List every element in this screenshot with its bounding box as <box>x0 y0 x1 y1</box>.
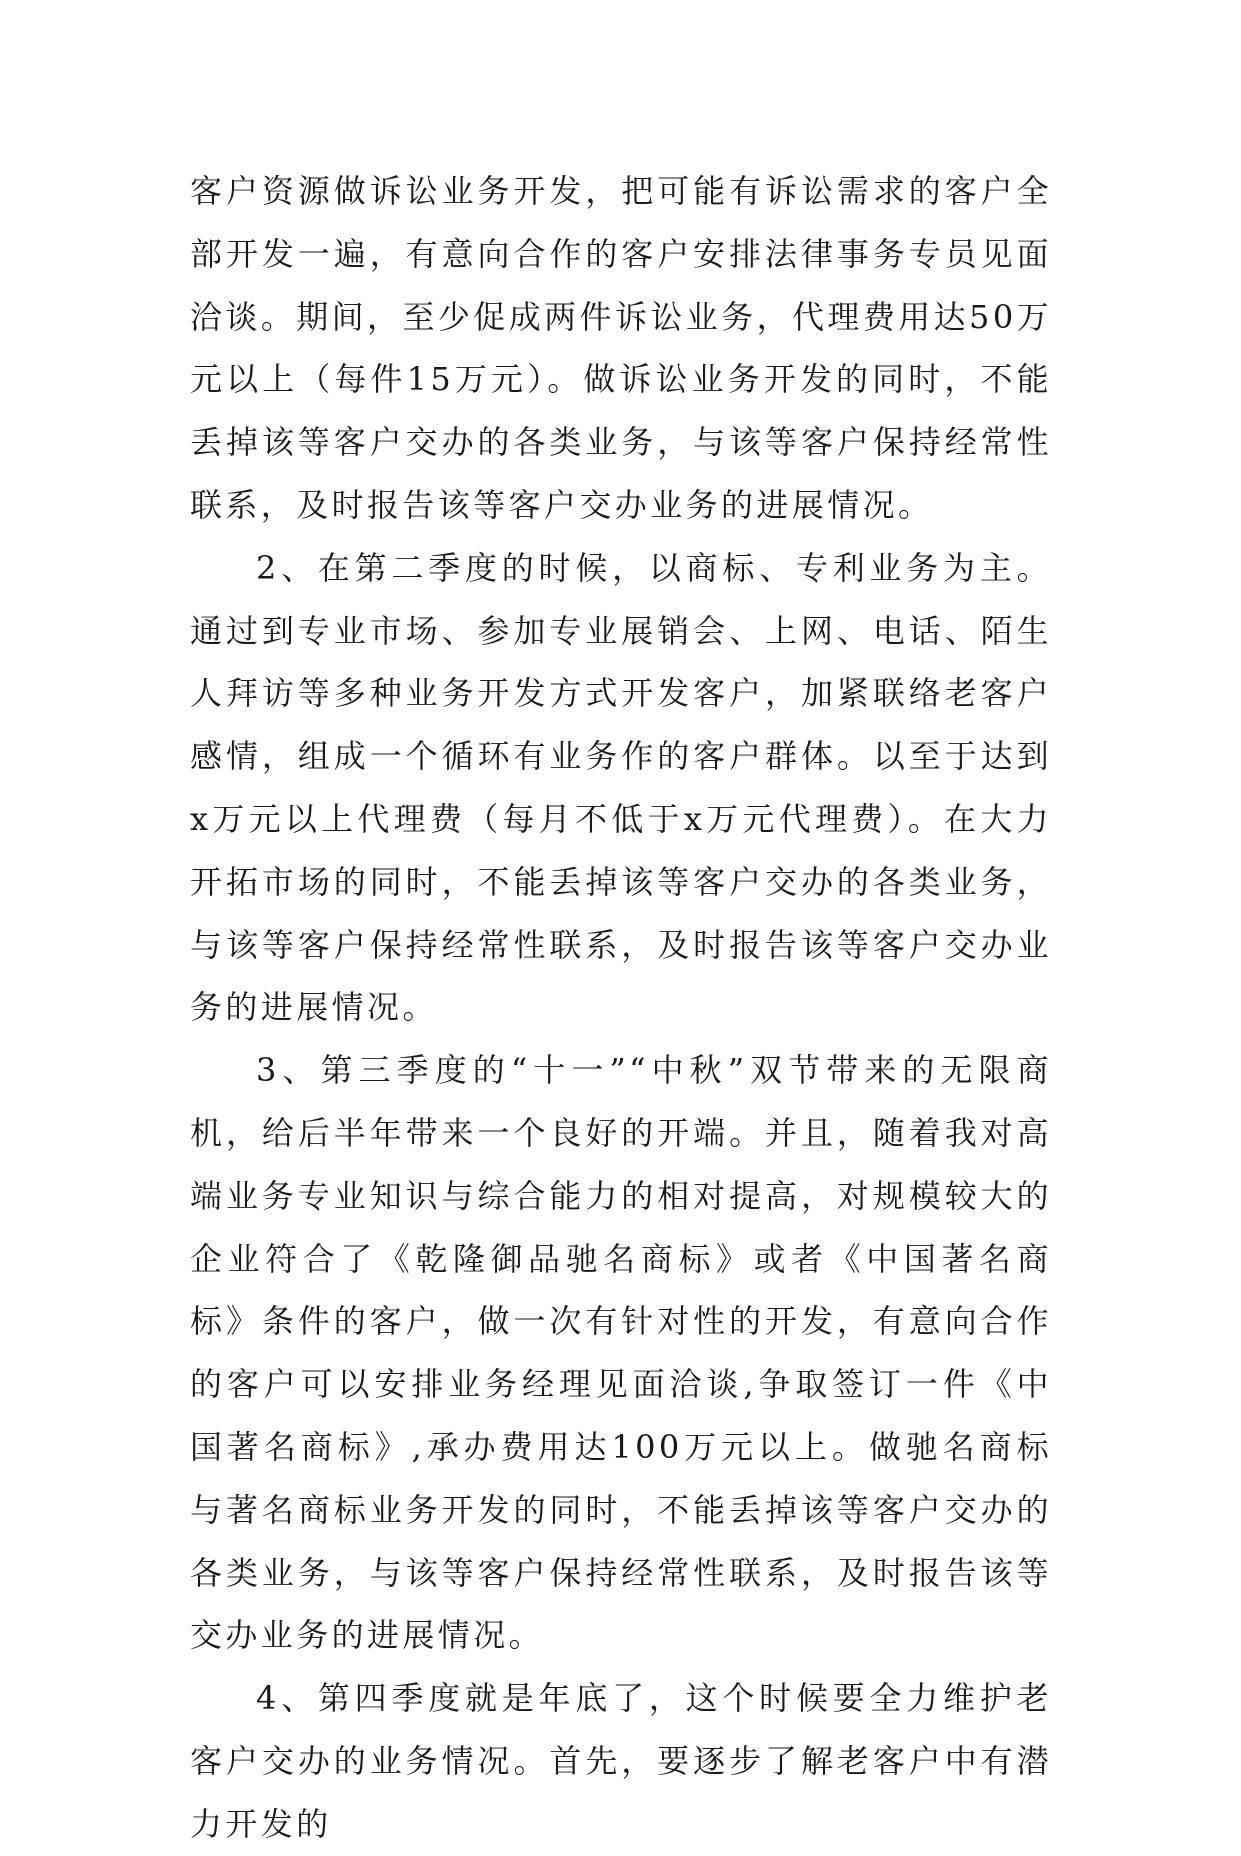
document-body <box>190 160 1052 1856</box>
paragraph-q2: 2、在第二季度的时候，以商标、专利业务为主。通过到专业市场、参加专业展销会、上网、电话、陌生人拜访等多种业务开发方式开发客户，加紧联络老客户感情，组成一个循环有业务作的客户群体。以至于达到x万元以上代理费（每月不低于x万元代理费）。在大力开拓市场的同时，不能丢掉该等客户交办的各类业务，与该等客户保持经常性联系，及时报告该等客户交办业务的进展情况。 <box>190 548 1052 1027</box>
paragraph-q3: 3、第三季度的“十一”“中秋”双节带来的无限商机，给后半年带来一个良好的开端。并且，随着我对高端业务专业知识与综合能力的相对提高，对规模较大的企业符合了《乾隆御品驰名商标》或者《中国著名商标》条件的客户，做一次有针对性的开发，有意向合作的客户可以安排业务经理见面洽谈,争取签订一件《中国著名商标》,承办费用达100万元以上。做驰名商标与著名商标业务开发的同时，不能丢掉该等客户交办的各类业务，与该等客户保持经常性联系，及时报告该等交办业务的进展情况。 <box>190 1051 1052 1655</box>
paragraph-intro-continued: 客户资源做诉讼业务开发，把可能有诉讼需求的客户全部开发一遍，有意向合作的客户安排法律事务专员见面洽谈。期间，至少促成两件诉讼业务，代理费用达50万元以上（每件15万元）。做诉讼业务开发的同时，不能丢掉该等客户交办的各类业务，与该等客户保持经常性联系，及时报告该等客户交办业务的进展情况。 <box>190 172 1052 524</box>
paragraph-q4: 4、第四季度就是年底了，这个时候要全力维护老客户交办的业务情况。首先，要逐步了解老客户中有潜力开发的 <box>190 1679 1052 1843</box>
